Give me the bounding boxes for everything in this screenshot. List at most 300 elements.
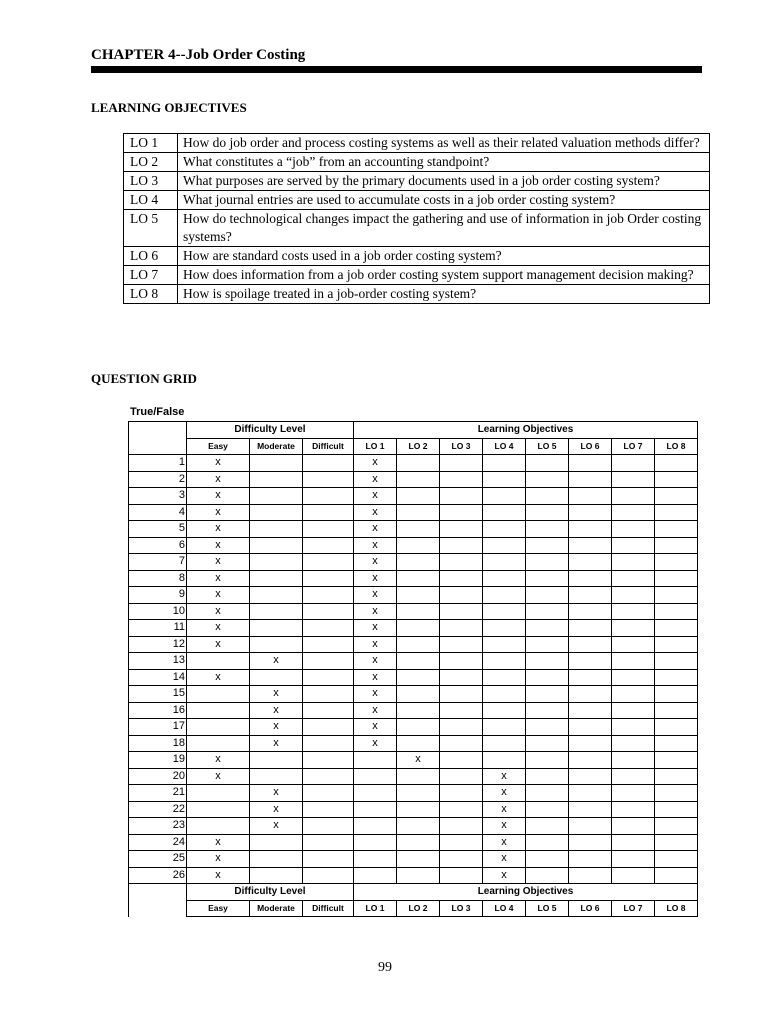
lo-cell (483, 554, 526, 571)
lo-row (124, 172, 710, 191)
lo-cell (440, 636, 483, 653)
footer-columns-row (129, 900, 698, 917)
footer-group-row (129, 884, 698, 901)
question-number: 26 (129, 867, 187, 884)
lo-mark: x (354, 653, 397, 670)
difficulty-cell (303, 488, 354, 505)
blank-cell (129, 422, 187, 439)
lo-cell (440, 735, 483, 752)
lo-cell (397, 537, 440, 554)
lo-cell (526, 686, 569, 703)
lo-cell (655, 851, 698, 868)
lo-cell (526, 867, 569, 884)
question-number: 9 (129, 587, 187, 604)
difficulty-cell (303, 537, 354, 554)
lo-cell (526, 851, 569, 868)
difficulty-cell (250, 603, 303, 620)
lo-mark: x (483, 768, 526, 785)
lo-cell (483, 719, 526, 736)
lo-cell (655, 653, 698, 670)
lo-cell (354, 768, 397, 785)
difficulty-cell (250, 521, 303, 538)
lo-cell (526, 752, 569, 769)
lo-cell (612, 587, 655, 604)
question-row (129, 867, 698, 884)
lo-mark: x (354, 719, 397, 736)
lo-cell (612, 554, 655, 571)
lo-column-header: LO 7 (612, 438, 655, 455)
difficulty-column-header: Easy (187, 900, 250, 917)
lo-cell (397, 620, 440, 637)
difficulty-mark: x (187, 471, 250, 488)
lo-cell (569, 801, 612, 818)
lo-cell (612, 752, 655, 769)
difficulty-column-header: Difficult (303, 438, 354, 455)
lo-description: How do job order and process costing systems as well as their related valuation methods differ? (178, 134, 710, 153)
question-number: 8 (129, 570, 187, 587)
lo-cell (397, 785, 440, 802)
question-row (129, 752, 698, 769)
lo-cell (655, 504, 698, 521)
lo-cell (655, 768, 698, 785)
difficulty-mark: x (250, 719, 303, 736)
question-row (129, 735, 698, 752)
lo-cell (612, 504, 655, 521)
lo-cell (612, 801, 655, 818)
lo-cell (440, 504, 483, 521)
lo-cell (483, 537, 526, 554)
lo-cell (440, 834, 483, 851)
lo-cell (526, 653, 569, 670)
difficulty-cell (303, 620, 354, 637)
lo-cell (483, 455, 526, 472)
lo-cell (569, 719, 612, 736)
question-grid-heading: QUESTION GRID (91, 371, 197, 386)
lo-row (124, 247, 710, 266)
lo-cell (526, 488, 569, 505)
lo-cell (569, 669, 612, 686)
lo-cell (354, 785, 397, 802)
question-row (129, 653, 698, 670)
lo-column-header: LO 8 (655, 900, 698, 917)
lo-cell (483, 636, 526, 653)
lo-mark: x (354, 603, 397, 620)
lo-mark: x (354, 504, 397, 521)
difficulty-cell (303, 719, 354, 736)
lo-cell (612, 702, 655, 719)
lo-cell (612, 537, 655, 554)
lo-cell (354, 867, 397, 884)
lo-cell (612, 785, 655, 802)
lo-cell (612, 636, 655, 653)
difficulty-column-header: Easy (187, 438, 250, 455)
lo-cell (569, 851, 612, 868)
lo-mark: x (354, 488, 397, 505)
lo-description: What purposes are served by the primary documents used in a job order costing system? (178, 172, 710, 191)
lo-cell (569, 603, 612, 620)
learning-objectives-heading: LEARNING OBJECTIVES (91, 100, 247, 115)
lo-cell (440, 587, 483, 604)
lo-cell (397, 471, 440, 488)
lo-cell (440, 867, 483, 884)
lo-cell (397, 719, 440, 736)
question-number: 1 (129, 455, 187, 472)
question-number: 20 (129, 768, 187, 785)
question-row (129, 669, 698, 686)
difficulty-column-header: Difficult (303, 900, 354, 917)
question-row (129, 851, 698, 868)
difficulty-cell (250, 537, 303, 554)
difficulty-cell (303, 669, 354, 686)
difficulty-mark: x (250, 653, 303, 670)
lo-cell (397, 636, 440, 653)
difficulty-cell (250, 587, 303, 604)
lo-cell (354, 818, 397, 835)
lo-cell (397, 488, 440, 505)
lo-mark: x (483, 785, 526, 802)
header-group-row (129, 422, 698, 439)
difficulty-mark: x (187, 554, 250, 571)
question-number: 13 (129, 653, 187, 670)
difficulty-cell (303, 587, 354, 604)
difficulty-mark: x (250, 801, 303, 818)
lo-cell (397, 504, 440, 521)
difficulty-cell (250, 768, 303, 785)
difficulty-cell (250, 471, 303, 488)
lo-cell (569, 570, 612, 587)
lo-mark: x (354, 669, 397, 686)
question-row (129, 719, 698, 736)
lo-cell (655, 719, 698, 736)
lo-cell (440, 818, 483, 835)
lo-cell (526, 554, 569, 571)
lo-cell (483, 587, 526, 604)
lo-cell (440, 669, 483, 686)
lo-cell (612, 686, 655, 703)
lo-cell (655, 669, 698, 686)
header-columns-row (129, 438, 698, 455)
lo-cell (655, 801, 698, 818)
lo-cell (612, 719, 655, 736)
lo-column-header: LO 4 (483, 438, 526, 455)
difficulty-mark: x (187, 521, 250, 538)
lo-column-header: LO 2 (397, 900, 440, 917)
lo-cell (569, 554, 612, 571)
lo-cell (569, 455, 612, 472)
question-number: 24 (129, 834, 187, 851)
lo-row (124, 210, 710, 247)
lo-cell (483, 504, 526, 521)
lo-mark: x (483, 867, 526, 884)
lo-cell (440, 686, 483, 703)
lo-cell (655, 488, 698, 505)
lo-cell (612, 455, 655, 472)
question-number: 10 (129, 603, 187, 620)
lo-cell (655, 752, 698, 769)
lo-cell (526, 669, 569, 686)
question-number: 15 (129, 686, 187, 703)
lo-cell (569, 818, 612, 835)
lo-cell (483, 620, 526, 637)
lo-column-header: LO 7 (612, 900, 655, 917)
question-row (129, 768, 698, 785)
difficulty-cell (250, 488, 303, 505)
blank-cell (129, 884, 187, 901)
lo-cell (655, 686, 698, 703)
learning-objectives-table (123, 133, 710, 304)
difficulty-mark: x (187, 570, 250, 587)
lo-column-header: LO 1 (354, 900, 397, 917)
lo-mark: x (483, 818, 526, 835)
lo-cell (526, 570, 569, 587)
lo-cell (483, 752, 526, 769)
lo-cell (569, 537, 612, 554)
lo-cell (526, 636, 569, 653)
question-number: 19 (129, 752, 187, 769)
difficulty-cell (250, 554, 303, 571)
lo-cell (526, 620, 569, 637)
difficulty-cell (250, 851, 303, 868)
lo-cell (526, 521, 569, 538)
question-row (129, 818, 698, 835)
lo-cell (655, 455, 698, 472)
difficulty-mark: x (187, 752, 250, 769)
lo-cell (440, 620, 483, 637)
difficulty-column-header: Moderate (250, 438, 303, 455)
question-number: 22 (129, 801, 187, 818)
lo-cell (440, 785, 483, 802)
difficulty-cell (303, 554, 354, 571)
question-number: 25 (129, 851, 187, 868)
lo-cell (569, 735, 612, 752)
difficulty-mark: x (187, 603, 250, 620)
lo-cell (397, 867, 440, 884)
lo-mark: x (483, 851, 526, 868)
lo-cell (483, 603, 526, 620)
question-row (129, 521, 698, 538)
difficulty-cell (187, 785, 250, 802)
lo-column-header: LO 5 (526, 438, 569, 455)
lo-cell (397, 521, 440, 538)
question-number: 18 (129, 735, 187, 752)
lo-cell (483, 686, 526, 703)
question-number: 17 (129, 719, 187, 736)
question-row (129, 455, 698, 472)
difficulty-group-label: Difficulty Level (187, 884, 354, 901)
lo-cell (526, 834, 569, 851)
lo-cell (440, 488, 483, 505)
lo-cell (655, 834, 698, 851)
lo-description: How are standard costs used in a job order costing system? (178, 247, 710, 266)
lo-mark: x (354, 636, 397, 653)
lo-cell (526, 818, 569, 835)
lo-column-header: LO 4 (483, 900, 526, 917)
lo-cell (612, 768, 655, 785)
lo-cell (526, 768, 569, 785)
lo-cell (655, 735, 698, 752)
difficulty-mark: x (187, 851, 250, 868)
difficulty-cell (187, 686, 250, 703)
lo-mark: x (354, 735, 397, 752)
question-row (129, 603, 698, 620)
lo-cell (397, 735, 440, 752)
lo-code: LO 6 (124, 247, 178, 266)
question-number: 7 (129, 554, 187, 571)
lo-mark: x (354, 570, 397, 587)
question-row (129, 620, 698, 637)
question-row (129, 570, 698, 587)
lo-column-header: LO 8 (655, 438, 698, 455)
lo-cell (440, 768, 483, 785)
lo-cell (440, 653, 483, 670)
question-number: 14 (129, 669, 187, 686)
difficulty-cell (187, 719, 250, 736)
question-row (129, 686, 698, 703)
lo-cell (526, 537, 569, 554)
lo-cell (655, 537, 698, 554)
lo-column-header: LO 5 (526, 900, 569, 917)
question-number: 12 (129, 636, 187, 653)
lo-cell (354, 834, 397, 851)
difficulty-cell (187, 818, 250, 835)
lo-cell (612, 521, 655, 538)
difficulty-cell (250, 752, 303, 769)
difficulty-cell (303, 768, 354, 785)
difficulty-cell (187, 801, 250, 818)
question-row (129, 834, 698, 851)
difficulty-cell (187, 735, 250, 752)
lo-cell (397, 702, 440, 719)
lo-cell (655, 521, 698, 538)
lo-column-header: LO 3 (440, 900, 483, 917)
lo-cell (397, 686, 440, 703)
difficulty-cell (250, 570, 303, 587)
lo-cell (612, 603, 655, 620)
lo-cell (397, 834, 440, 851)
lo-cell (612, 488, 655, 505)
lo-cell (655, 867, 698, 884)
lo-code: LO 8 (124, 285, 178, 304)
lo-mark: x (483, 834, 526, 851)
difficulty-mark: x (187, 867, 250, 884)
lo-mark: x (354, 587, 397, 604)
difficulty-mark: x (187, 455, 250, 472)
difficulty-mark: x (187, 537, 250, 554)
lo-cell (569, 504, 612, 521)
lo-cell (397, 603, 440, 620)
lo-column-header: LO 6 (569, 900, 612, 917)
question-row (129, 702, 698, 719)
difficulty-mark: x (187, 620, 250, 637)
lo-description: What journal entries are used to accumulate costs in a job order costing system? (178, 191, 710, 210)
difficulty-column-header: Moderate (250, 900, 303, 917)
lo-mark: x (354, 537, 397, 554)
lo-mark: x (483, 801, 526, 818)
question-number: 2 (129, 471, 187, 488)
difficulty-cell (303, 785, 354, 802)
lo-cell (440, 570, 483, 587)
lo-cell (526, 455, 569, 472)
difficulty-cell (250, 834, 303, 851)
lo-row (124, 153, 710, 172)
question-number: 11 (129, 620, 187, 637)
lo-cell (440, 603, 483, 620)
question-row (129, 471, 698, 488)
lo-group-label: Learning Objectives (354, 884, 698, 901)
difficulty-cell (303, 851, 354, 868)
difficulty-cell (303, 735, 354, 752)
lo-mark: x (354, 686, 397, 703)
difficulty-cell (303, 603, 354, 620)
difficulty-cell (187, 653, 250, 670)
lo-cell (354, 851, 397, 868)
lo-cell (655, 702, 698, 719)
lo-code: LO 7 (124, 266, 178, 285)
question-number: 21 (129, 785, 187, 802)
lo-cell (612, 570, 655, 587)
lo-cell (526, 471, 569, 488)
question-number: 4 (129, 504, 187, 521)
lo-cell (569, 521, 612, 538)
question-row (129, 801, 698, 818)
difficulty-cell (303, 752, 354, 769)
difficulty-cell (303, 686, 354, 703)
lo-description: What constitutes a “job” from an accounting standpoint? (178, 153, 710, 172)
difficulty-cell (250, 636, 303, 653)
lo-cell (569, 587, 612, 604)
lo-cell (483, 488, 526, 505)
lo-cell (569, 620, 612, 637)
lo-cell (569, 471, 612, 488)
lo-cell (655, 554, 698, 571)
difficulty-mark: x (250, 735, 303, 752)
question-row (129, 785, 698, 802)
lo-cell (397, 851, 440, 868)
lo-code: LO 4 (124, 191, 178, 210)
lo-group-label: Learning Objectives (354, 422, 698, 439)
difficulty-cell (303, 504, 354, 521)
question-grid-table (128, 421, 698, 917)
lo-cell (612, 620, 655, 637)
question-number: 6 (129, 537, 187, 554)
lo-cell (440, 471, 483, 488)
difficulty-cell (250, 620, 303, 637)
question-row (129, 537, 698, 554)
lo-cell (526, 735, 569, 752)
lo-code: LO 1 (124, 134, 178, 153)
question-row (129, 488, 698, 505)
difficulty-cell (303, 455, 354, 472)
lo-cell (569, 702, 612, 719)
lo-row (124, 191, 710, 210)
lo-row (124, 285, 710, 304)
lo-cell (569, 686, 612, 703)
difficulty-cell (303, 702, 354, 719)
difficulty-mark: x (187, 488, 250, 505)
question-row (129, 587, 698, 604)
difficulty-mark: x (187, 587, 250, 604)
lo-cell (612, 669, 655, 686)
lo-cell (397, 587, 440, 604)
lo-cell (483, 669, 526, 686)
lo-cell (655, 785, 698, 802)
lo-cell (612, 834, 655, 851)
lo-cell (397, 455, 440, 472)
lo-cell (483, 702, 526, 719)
lo-cell (440, 537, 483, 554)
difficulty-cell (303, 636, 354, 653)
difficulty-cell (303, 653, 354, 670)
